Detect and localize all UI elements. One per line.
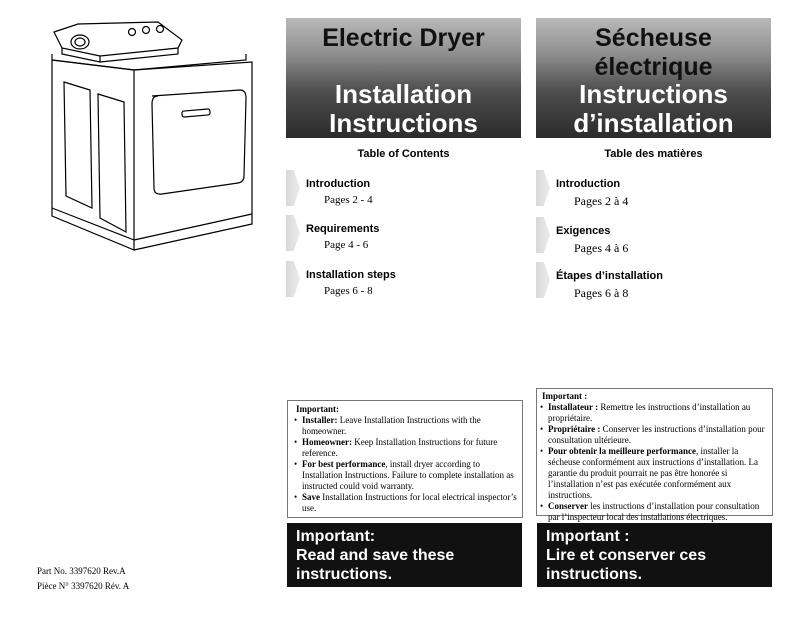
toc-item-label: Introduction: [306, 178, 371, 190]
toc-item-pages: Pages 4 à 6: [574, 241, 629, 255]
part-number-en: Part No. 3397620 Rev.A: [37, 566, 126, 576]
chevron-right-icon: [286, 261, 300, 297]
english-important-heading: Important:: [296, 404, 339, 414]
banner-line-3: instructions.: [546, 566, 643, 583]
list-item-lead: For best performance: [302, 459, 386, 469]
french-toc-title: Table des matières: [604, 148, 703, 160]
chevron-right-icon: [286, 215, 300, 251]
list-item-lead: Homeowner:: [302, 437, 352, 447]
french-title-line-2: d’installation: [573, 108, 734, 138]
banner-line-2: Read and save these: [296, 547, 455, 564]
list-item-lead: Conserver: [548, 501, 588, 511]
french-title-line-1: Instructions: [579, 79, 728, 109]
english-title-line-2: Instructions: [329, 108, 478, 138]
french-important-heading: Important :: [542, 391, 588, 401]
toc-item-label: Exigences: [556, 225, 611, 237]
english-toc-title: Table of Contents: [357, 148, 450, 160]
list-item: [294, 415, 517, 437]
english-title-line-1: Installation: [334, 79, 473, 109]
toc-item-pages: Pages 6 - 8: [324, 285, 373, 297]
english-important-notice: [287, 400, 523, 518]
list-item-lead: Save: [302, 492, 320, 502]
english-save-instructions-banner: [287, 523, 522, 587]
english-important-list: [294, 415, 517, 514]
english-product-title: Electric Dryer: [322, 24, 485, 52]
part-number-fr: Pièce N° 3397620 Rév. A: [37, 581, 130, 591]
toc-item-pages: Page 4 - 6: [324, 239, 369, 251]
list-item-lead: Installateur :: [548, 402, 599, 412]
list-item-lead: Propriétaire :: [548, 424, 601, 434]
french-document-title: [536, 80, 771, 138]
list-item-text: , install dryer according to Installation Instructions. Failure to complete installation as instructed could void warranty.: [302, 459, 514, 491]
chevron-right-icon: [536, 170, 550, 206]
list-item: [294, 437, 517, 459]
french-important-list: [540, 402, 768, 523]
toc-item-label: Introduction: [556, 178, 621, 190]
chevron-right-icon: [286, 170, 300, 206]
part-numbers: [37, 564, 129, 594]
french-important-notice: [536, 388, 773, 522]
banner-line-2: Lire et conserver ces: [546, 547, 707, 564]
list-item-text: Conserver les instructions d’installation pour consultation ultérieure.: [548, 424, 765, 445]
list-item-text: les instructions d’installation pour consultation par l’inspecteur local des installations électriques.: [548, 501, 760, 522]
english-document-title: [286, 80, 521, 138]
chevron-right-icon: [536, 217, 550, 253]
french-save-instructions-banner: [537, 523, 772, 587]
toc-item-label: Installation steps: [306, 269, 396, 281]
list-item-text: Remettre les instructions d’installation au propriétaire.: [548, 402, 751, 423]
banner-line-1: Important :: [546, 528, 630, 545]
french-product-title: Sécheuse électrique: [594, 24, 713, 81]
list-item: [540, 446, 768, 501]
list-item-text: , installer la sécheuse conformément aux instructions d’installation. La garantie du produit pourrait ne pas être honorée si l’installation n’est pas exécutée conformément aux instructions.: [548, 446, 758, 500]
list-item-text: Keep Installation Instructions for future reference.: [302, 437, 498, 458]
list-item: [540, 424, 768, 446]
toc-item-pages: Pages 2 - 4: [324, 194, 373, 206]
french-header: [536, 18, 771, 138]
list-item: [540, 402, 768, 424]
toc-item-label: Étapes d’installation: [556, 270, 663, 282]
list-item: [540, 501, 768, 523]
chevron-right-icon: [536, 262, 550, 298]
electric-dryer-illustration: [40, 18, 265, 280]
english-header: [286, 18, 521, 138]
toc-item-label: Requirements: [306, 223, 380, 235]
list-item: [294, 459, 517, 492]
banner-line-1: Important:: [296, 528, 376, 545]
list-item-text: Leave Installation Instructions with the homeowner.: [302, 415, 481, 436]
list-item: [294, 492, 517, 514]
list-item-lead: Pour obtenir la meilleure performance: [548, 446, 696, 456]
toc-item-pages: Pages 6 à 8: [574, 286, 629, 300]
list-item-lead: Installer:: [302, 415, 338, 425]
list-item-text: Installation Instructions for local electrical inspector’s use.: [302, 492, 517, 513]
toc-item-pages: Pages 2 à 4: [574, 194, 629, 208]
banner-line-3: instructions.: [296, 566, 393, 583]
